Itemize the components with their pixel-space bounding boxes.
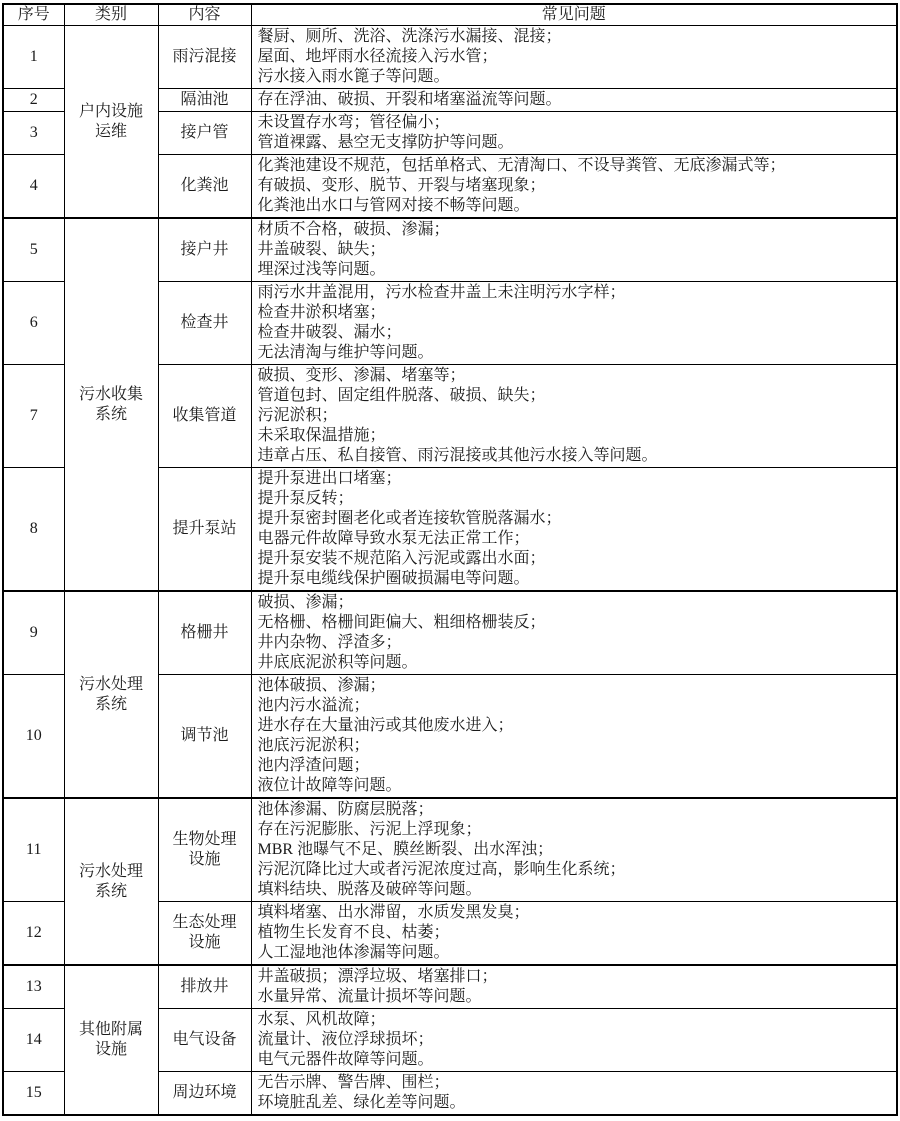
problem-line: 屋面、地坪雨水径流接入污水管； — [257, 48, 498, 65]
problems-cell — [251, 675, 897, 799]
row-number: 12 — [3, 902, 64, 966]
problem-line: 池内污水溢流； — [257, 697, 370, 714]
content-line: 收集管道 — [172, 407, 237, 424]
problem-line: 电气元器件故障等问题。 — [257, 1051, 434, 1068]
content-line: 雨污混接 — [172, 48, 237, 65]
problem-line: 检查井淤积堵塞； — [257, 304, 386, 321]
problem-line: 污泥淤积； — [257, 407, 338, 424]
common-problems-table — [2, 3, 898, 1116]
problem-line: 检查井破裂、漏水； — [257, 324, 402, 341]
table-row — [3, 591, 897, 675]
problem-line: 提升泵密封圈老化或者连接软管脱落漏水； — [257, 510, 562, 527]
content-line: 生物处理 — [172, 831, 237, 848]
content-cell — [158, 798, 251, 902]
row-number: 5 — [3, 218, 64, 282]
content-cell — [158, 1009, 251, 1072]
content-line: 检查井 — [180, 314, 229, 331]
problem-line: 环境脏乱差、绿化差等问题。 — [257, 1094, 466, 1111]
row-number: 15 — [3, 1072, 64, 1116]
header-row — [3, 4, 897, 26]
content-cell — [158, 218, 251, 282]
content-line: 调节池 — [180, 727, 229, 744]
problem-line: 池体破损、渗漏； — [257, 677, 386, 694]
problem-line: 化粪池出水口与管网对接不畅等问题。 — [257, 197, 530, 214]
problem-line: 存在污泥膨胀、污泥上浮现象； — [257, 821, 482, 838]
category-line: 户内设施 — [78, 102, 143, 120]
problem-line: 电器元件故障导致水泵无法正常工作； — [257, 530, 530, 547]
problem-line: 井内杂物、浮渣多； — [257, 634, 402, 651]
problem-line: 材质不合格，破损、渗漏； — [257, 221, 450, 238]
category-cell — [64, 591, 158, 798]
content-line: 设施 — [188, 851, 221, 868]
problem-line: 流量计、液位浮球损坏； — [257, 1031, 434, 1048]
category-line: 污水处理 — [78, 862, 143, 880]
problems-cell — [251, 965, 897, 1009]
header-problems: 常见问题 — [251, 4, 897, 26]
row-number: 6 — [3, 282, 64, 365]
header-no: 序号 — [3, 4, 64, 26]
problem-line: 有破损、变形、脱节、开裂与堵塞现象； — [257, 177, 546, 194]
problem-line: MBR 池曝气不足、膜丝断裂、出水浑浊； — [257, 841, 554, 858]
problem-line: 雨污水井盖混用，污水检查井盖上未注明污水字样； — [257, 284, 626, 301]
content-cell — [158, 675, 251, 799]
table-header — [3, 4, 897, 26]
content-cell — [158, 26, 251, 89]
category-line: 系统 — [94, 695, 127, 713]
content-cell — [158, 112, 251, 155]
problem-line: 无格栅、格栅间距偏大、粗细格栅装反； — [257, 614, 546, 631]
problems-cell — [251, 26, 897, 89]
problem-line: 化粪池建设不规范，包括单格式、无清淘口、不设导粪管、无底渗漏式等； — [257, 157, 786, 174]
problem-line: 埋深过浅等问题。 — [257, 261, 386, 278]
row-number: 4 — [3, 155, 64, 219]
problem-line: 进水存在大量油污或其他废水进入； — [257, 717, 514, 734]
problems-cell — [251, 468, 897, 592]
problems-cell — [251, 155, 897, 219]
content-line: 生态处理 — [172, 914, 237, 931]
problems-cell — [251, 798, 897, 902]
problem-line: 污泥沉降比过大或者污泥浓度过高，影响生化系统； — [257, 861, 626, 878]
content-cell — [158, 89, 251, 112]
content-cell — [158, 965, 251, 1009]
problems-cell — [251, 591, 897, 675]
category-line: 系统 — [94, 882, 127, 900]
content-line: 排放井 — [180, 978, 229, 995]
row-number: 9 — [3, 591, 64, 675]
problems-cell — [251, 365, 897, 468]
problem-line: 提升泵电缆线保护圈破损漏电等问题。 — [257, 570, 530, 587]
problems-cell — [251, 1072, 897, 1116]
content-line: 隔油池 — [180, 91, 229, 108]
problem-line: 未采取保温措施； — [257, 427, 386, 444]
problem-line: 池体渗漏、防腐层脱落； — [257, 801, 434, 818]
row-number: 3 — [3, 112, 64, 155]
row-number: 2 — [3, 89, 64, 112]
category-cell — [64, 798, 158, 965]
problem-line: 餐厨、厕所、洗浴、洗涤污水漏接、混接； — [257, 28, 562, 45]
problem-line: 管道裸露、悬空无支撑防护等问题。 — [257, 134, 514, 151]
problem-line: 人工湿地池体渗漏等问题。 — [257, 944, 450, 961]
problem-line: 破损、变形、渗漏、堵塞等； — [257, 367, 466, 384]
content-line: 格栅井 — [180, 624, 229, 641]
problem-line: 存在浮油、破损、开裂和堵塞溢流等问题。 — [257, 91, 562, 108]
problem-line: 水泵、风机故障； — [257, 1011, 386, 1028]
problems-cell — [251, 902, 897, 966]
content-line: 设施 — [188, 934, 221, 951]
problems-cell — [251, 112, 897, 155]
problem-line: 提升泵进出口堵塞； — [257, 470, 402, 487]
content-line: 提升泵站 — [172, 520, 237, 537]
content-cell — [158, 591, 251, 675]
problem-line: 填料堵塞、出水滞留，水质发黑发臭； — [257, 904, 530, 921]
problem-line: 水量异常、流量计损坏等问题。 — [257, 988, 482, 1005]
category-line: 系统 — [94, 405, 127, 423]
problems-cell — [251, 89, 897, 112]
category-cell — [64, 26, 158, 219]
category-line: 运维 — [94, 122, 127, 140]
problem-line: 未设置存水弯；管径偏小； — [257, 114, 450, 131]
row-number: 8 — [3, 468, 64, 592]
problem-line: 破损、渗漏； — [257, 594, 354, 611]
problem-line: 井盖破裂、缺失； — [257, 241, 386, 258]
row-number: 10 — [3, 675, 64, 799]
problem-line: 无告示牌、警告牌、围栏； — [257, 1074, 450, 1091]
category-line: 设施 — [94, 1041, 127, 1058]
content-cell — [158, 902, 251, 966]
problem-line: 填料结块、脱落及破碎等问题。 — [257, 881, 482, 898]
row-number: 14 — [3, 1009, 64, 1072]
content-line: 接户管 — [180, 124, 229, 141]
category-cell — [64, 218, 158, 591]
row-number: 11 — [3, 798, 64, 902]
table-row — [3, 26, 897, 89]
problem-line: 无法清淘与维护等问题。 — [257, 344, 434, 361]
header-content: 内容 — [158, 4, 251, 26]
problem-line: 池内浮渣问题； — [257, 757, 370, 774]
content-cell — [158, 155, 251, 219]
problem-line: 井盖破损；漂浮垃圾、堵塞排口； — [257, 968, 498, 985]
category-line: 污水收集 — [78, 385, 143, 403]
problem-line: 井底底泥淤积等问题。 — [257, 654, 418, 671]
header-category: 类别 — [64, 4, 158, 26]
content-line: 接户井 — [180, 241, 229, 258]
problem-line: 液位计故障等问题。 — [257, 777, 402, 794]
content-cell — [158, 282, 251, 365]
table-row — [3, 798, 897, 902]
content-line: 电气设备 — [172, 1031, 237, 1048]
row-number: 1 — [3, 26, 64, 89]
content-cell — [158, 468, 251, 592]
problems-cell — [251, 1009, 897, 1072]
problem-line: 管道包封、固定组件脱落、破损、缺失； — [257, 387, 546, 404]
content-cell — [158, 365, 251, 468]
problem-line: 提升泵反转； — [257, 490, 354, 507]
problem-line: 提升泵安装不规范陷入污泥或露出水面； — [257, 550, 546, 567]
problem-line: 污水接入雨水篦子等问题。 — [257, 68, 450, 85]
problems-cell — [251, 218, 897, 282]
row-number: 13 — [3, 965, 64, 1009]
problem-line: 植物生长发育不良、枯萎； — [257, 924, 450, 941]
category-cell — [64, 965, 158, 1115]
problem-line: 违章占压、私自接管、雨污混接或其他污水接入等问题。 — [257, 447, 658, 464]
content-line: 化粪池 — [180, 177, 229, 194]
content-cell — [158, 1072, 251, 1116]
problems-cell — [251, 282, 897, 365]
content-line: 周边环境 — [172, 1084, 237, 1101]
category-line: 污水处理 — [78, 675, 143, 693]
table-row — [3, 218, 897, 282]
table-row — [3, 965, 897, 1009]
category-line: 其他附属 — [78, 1021, 143, 1038]
problem-line: 池底污泥淤积； — [257, 737, 370, 754]
row-number: 7 — [3, 365, 64, 468]
